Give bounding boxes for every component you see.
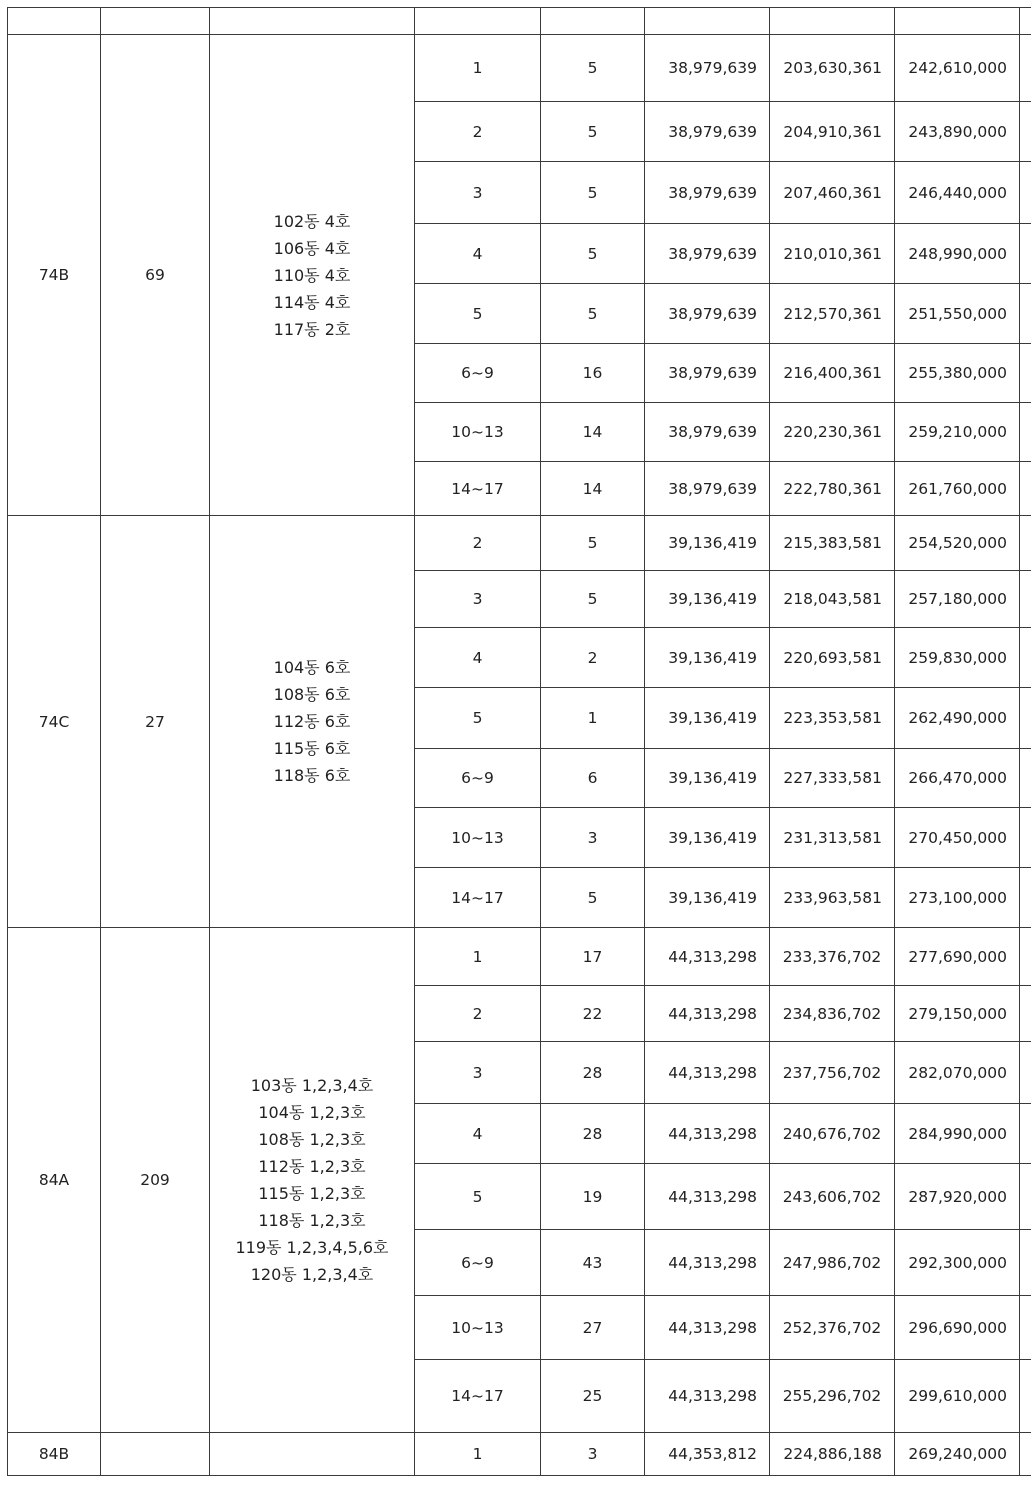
header-cell xyxy=(101,8,210,35)
land-price-cell: 44,313,298 xyxy=(645,1296,770,1360)
extra-cell xyxy=(1020,516,1031,571)
header-row xyxy=(8,8,1031,35)
total-price-cell: 259,830,000 xyxy=(895,628,1020,688)
extra-cell xyxy=(1020,928,1031,986)
extra-cell xyxy=(1020,102,1031,162)
building-line: 103동 1,2,3,4호 xyxy=(250,1076,374,1095)
floor-cell: 6~9 xyxy=(415,344,541,403)
type-cell: 74C xyxy=(8,516,101,928)
units-cell: 3 xyxy=(541,808,645,868)
land-price-cell: 44,353,812 xyxy=(645,1433,770,1476)
header-cell xyxy=(770,8,895,35)
building-price-cell: 212,570,361 xyxy=(770,284,895,344)
total-price-cell: 270,450,000 xyxy=(895,808,1020,868)
total-price-cell: 248,990,000 xyxy=(895,224,1020,284)
units-cell: 25 xyxy=(541,1360,645,1433)
building-price-cell: 207,460,361 xyxy=(770,162,895,224)
extra-cell xyxy=(1020,571,1031,628)
extra-cell xyxy=(1020,628,1031,688)
total-price-cell: 269,240,000 xyxy=(895,1433,1020,1476)
land-price-cell: 39,136,419 xyxy=(645,868,770,928)
building-line: 108동 1,2,3호 xyxy=(258,1130,366,1149)
building-price-cell: 224,886,188 xyxy=(770,1433,895,1476)
extra-cell xyxy=(1020,1164,1031,1230)
total-price-cell: 292,300,000 xyxy=(895,1230,1020,1296)
extra-cell xyxy=(1020,403,1031,462)
floor-cell: 5 xyxy=(415,688,541,749)
building-price-cell: 231,313,581 xyxy=(770,808,895,868)
building-line: 110동 4호 xyxy=(273,265,351,285)
building-line: 115동 1,2,3호 xyxy=(258,1184,366,1203)
extra-cell xyxy=(1020,1433,1031,1476)
total-price-cell: 296,690,000 xyxy=(895,1296,1020,1360)
land-price-cell: 38,979,639 xyxy=(645,284,770,344)
building-price-cell: 234,836,702 xyxy=(770,986,895,1042)
building-price-cell: 218,043,581 xyxy=(770,571,895,628)
floor-cell: 14~17 xyxy=(415,868,541,928)
extra-cell xyxy=(1020,344,1031,403)
units-cell: 22 xyxy=(541,986,645,1042)
floor-cell: 5 xyxy=(415,1164,541,1230)
extra-cell xyxy=(1020,688,1031,749)
extra-cell xyxy=(1020,986,1031,1042)
floor-cell: 2 xyxy=(415,986,541,1042)
building-price-cell: 237,756,702 xyxy=(770,1042,895,1104)
units-cell: 19 xyxy=(541,1164,645,1230)
buildings-list xyxy=(274,208,351,343)
building-line: 112동 6호 xyxy=(273,712,351,731)
building-line: 120동 1,2,3,4호 xyxy=(250,1265,374,1284)
total-price-cell: 251,550,000 xyxy=(895,284,1020,344)
type-cell: 84B xyxy=(8,1433,101,1476)
count-cell: 27 xyxy=(101,516,210,928)
land-price-cell: 44,313,298 xyxy=(645,1164,770,1230)
buildings-list xyxy=(235,1072,388,1288)
building-price-cell: 216,400,361 xyxy=(770,344,895,403)
extra-cell xyxy=(1020,1230,1031,1296)
extra-cell xyxy=(1020,284,1031,344)
building-price-cell: 222,780,361 xyxy=(770,462,895,516)
extra-cell xyxy=(1020,1360,1031,1433)
floor-cell: 3 xyxy=(415,162,541,224)
land-price-cell: 38,979,639 xyxy=(645,162,770,224)
units-cell: 5 xyxy=(541,284,645,344)
header-cell xyxy=(1020,8,1031,35)
building-price-cell: 240,676,702 xyxy=(770,1104,895,1164)
land-price-cell: 39,136,419 xyxy=(645,628,770,688)
total-price-cell: 277,690,000 xyxy=(895,928,1020,986)
type-cell: 74B xyxy=(8,35,101,516)
units-cell: 28 xyxy=(541,1104,645,1164)
building-price-cell: 220,693,581 xyxy=(770,628,895,688)
floor-cell: 10~13 xyxy=(415,808,541,868)
units-cell: 16 xyxy=(541,344,645,403)
land-price-cell: 39,136,419 xyxy=(645,516,770,571)
building-line: 118동 1,2,3호 xyxy=(258,1211,366,1230)
building-price-cell: 204,910,361 xyxy=(770,102,895,162)
total-price-cell: 262,490,000 xyxy=(895,688,1020,749)
building-line: 112동 1,2,3호 xyxy=(258,1157,366,1176)
land-price-cell: 39,136,419 xyxy=(645,808,770,868)
building-line: 102동 4호 xyxy=(273,211,351,231)
building-line: 118동 6호 xyxy=(273,766,351,785)
floor-cell: 1 xyxy=(415,35,541,102)
units-cell: 43 xyxy=(541,1230,645,1296)
floor-cell: 3 xyxy=(415,571,541,628)
building-price-cell: 223,353,581 xyxy=(770,688,895,749)
total-price-cell: 243,890,000 xyxy=(895,102,1020,162)
floor-cell: 5 xyxy=(415,284,541,344)
land-price-cell: 38,979,639 xyxy=(645,224,770,284)
extra-cell xyxy=(1020,1296,1031,1360)
header-cell xyxy=(415,8,541,35)
building-price-cell: 243,606,702 xyxy=(770,1164,895,1230)
building-price-cell: 227,333,581 xyxy=(770,749,895,808)
building-price-cell: 210,010,361 xyxy=(770,224,895,284)
header-cell xyxy=(895,8,1020,35)
building-price-cell: 220,230,361 xyxy=(770,403,895,462)
extra-cell xyxy=(1020,462,1031,516)
total-price-cell: 287,920,000 xyxy=(895,1164,1020,1230)
building-price-cell: 233,963,581 xyxy=(770,868,895,928)
total-price-cell: 242,610,000 xyxy=(895,35,1020,102)
floor-cell: 6~9 xyxy=(415,1230,541,1296)
building-line: 117동 2호 xyxy=(273,319,351,339)
floor-cell: 4 xyxy=(415,224,541,284)
buildings-cell xyxy=(210,35,415,516)
units-cell: 3 xyxy=(541,1433,645,1476)
land-price-cell: 44,313,298 xyxy=(645,1230,770,1296)
buildings-cell xyxy=(210,516,415,928)
extra-cell xyxy=(1020,868,1031,928)
units-cell: 5 xyxy=(541,516,645,571)
floor-cell: 4 xyxy=(415,1104,541,1164)
land-price-cell: 38,979,639 xyxy=(645,344,770,403)
header-cell xyxy=(8,8,101,35)
units-cell: 5 xyxy=(541,224,645,284)
price-table xyxy=(7,7,1031,1476)
floor-cell: 1 xyxy=(415,928,541,986)
units-cell: 5 xyxy=(541,102,645,162)
header-cell xyxy=(645,8,770,35)
total-price-cell: 254,520,000 xyxy=(895,516,1020,571)
building-line: 108동 6호 xyxy=(273,685,351,704)
extra-cell xyxy=(1020,1104,1031,1164)
land-price-cell: 44,313,298 xyxy=(645,986,770,1042)
floor-cell: 2 xyxy=(415,516,541,571)
table-row xyxy=(8,516,1031,571)
total-price-cell: 282,070,000 xyxy=(895,1042,1020,1104)
total-price-cell: 261,760,000 xyxy=(895,462,1020,516)
units-cell: 27 xyxy=(541,1296,645,1360)
floor-cell: 3 xyxy=(415,1042,541,1104)
floor-cell: 4 xyxy=(415,628,541,688)
building-price-cell: 233,376,702 xyxy=(770,928,895,986)
land-price-cell: 44,313,298 xyxy=(645,1360,770,1433)
extra-cell xyxy=(1020,224,1031,284)
table-row xyxy=(8,928,1031,986)
total-price-cell: 299,610,000 xyxy=(895,1360,1020,1433)
table-row xyxy=(8,1433,1031,1476)
buildings-list xyxy=(274,654,351,789)
units-cell: 14 xyxy=(541,403,645,462)
total-price-cell: 259,210,000 xyxy=(895,403,1020,462)
building-price-cell: 255,296,702 xyxy=(770,1360,895,1433)
units-cell: 5 xyxy=(541,162,645,224)
units-cell: 2 xyxy=(541,628,645,688)
land-price-cell: 38,979,639 xyxy=(645,462,770,516)
building-line: 115동 6호 xyxy=(273,739,351,758)
floor-cell: 10~13 xyxy=(415,1296,541,1360)
land-price-cell: 44,313,298 xyxy=(645,928,770,986)
floor-cell: 14~17 xyxy=(415,462,541,516)
land-price-cell: 39,136,419 xyxy=(645,749,770,808)
extra-cell xyxy=(1020,35,1031,102)
header-cell xyxy=(210,8,415,35)
total-price-cell: 255,380,000 xyxy=(895,344,1020,403)
floor-cell: 6~9 xyxy=(415,749,541,808)
extra-cell xyxy=(1020,808,1031,868)
units-cell: 5 xyxy=(541,571,645,628)
units-cell: 5 xyxy=(541,35,645,102)
table-row xyxy=(8,35,1031,102)
building-price-cell: 203,630,361 xyxy=(770,35,895,102)
count-cell: 69 xyxy=(101,35,210,516)
count-cell xyxy=(101,1433,210,1476)
count-cell: 209 xyxy=(101,928,210,1433)
type-cell: 84A xyxy=(8,928,101,1433)
units-cell: 1 xyxy=(541,688,645,749)
total-price-cell: 273,100,000 xyxy=(895,868,1020,928)
building-line: 114동 4호 xyxy=(273,292,351,312)
extra-cell xyxy=(1020,1042,1031,1104)
floor-cell: 2 xyxy=(415,102,541,162)
extra-cell xyxy=(1020,162,1031,224)
total-price-cell: 266,470,000 xyxy=(895,749,1020,808)
land-price-cell: 39,136,419 xyxy=(645,571,770,628)
buildings-cell xyxy=(210,1433,415,1476)
building-price-cell: 215,383,581 xyxy=(770,516,895,571)
floor-cell: 10~13 xyxy=(415,403,541,462)
land-price-cell: 38,979,639 xyxy=(645,35,770,102)
land-price-cell: 38,979,639 xyxy=(645,403,770,462)
building-line: 104동 6호 xyxy=(273,658,351,677)
units-cell: 28 xyxy=(541,1042,645,1104)
building-line: 104동 1,2,3호 xyxy=(258,1103,366,1122)
building-price-cell: 247,986,702 xyxy=(770,1230,895,1296)
units-cell: 17 xyxy=(541,928,645,986)
total-price-cell: 246,440,000 xyxy=(895,162,1020,224)
units-cell: 6 xyxy=(541,749,645,808)
land-price-cell: 38,979,639 xyxy=(645,102,770,162)
land-price-cell: 39,136,419 xyxy=(645,688,770,749)
building-line: 119동 1,2,3,4,5,6호 xyxy=(235,1238,389,1257)
total-price-cell: 257,180,000 xyxy=(895,571,1020,628)
floor-cell: 1 xyxy=(415,1433,541,1476)
total-price-cell: 279,150,000 xyxy=(895,986,1020,1042)
buildings-cell xyxy=(210,928,415,1433)
header-cell xyxy=(541,8,645,35)
land-price-cell: 44,313,298 xyxy=(645,1104,770,1164)
land-price-cell: 44,313,298 xyxy=(645,1042,770,1104)
units-cell: 14 xyxy=(541,462,645,516)
floor-cell: 14~17 xyxy=(415,1360,541,1433)
units-cell: 5 xyxy=(541,868,645,928)
total-price-cell: 284,990,000 xyxy=(895,1104,1020,1164)
extra-cell xyxy=(1020,749,1031,808)
building-price-cell: 252,376,702 xyxy=(770,1296,895,1360)
building-line: 106동 4호 xyxy=(273,238,351,258)
